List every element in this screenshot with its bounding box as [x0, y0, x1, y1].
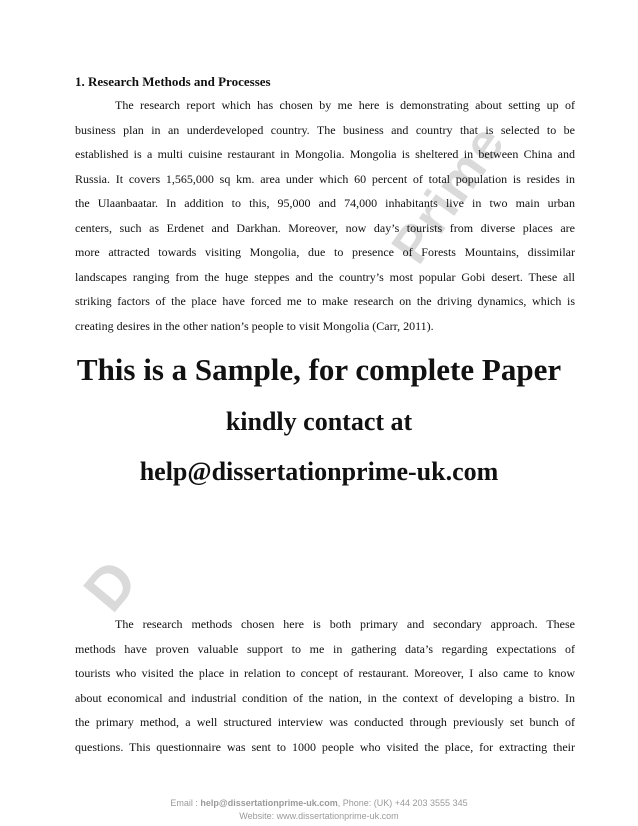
paragraph-line: The research report which has chosen by me here is demonstrating about setting up of [115, 98, 575, 112]
paragraph-line: centers, such as Erdenet and Darkhan. Moreover, now day’s tourists from diverse places are [75, 220, 575, 235]
footer-email-label: Email : [170, 798, 198, 808]
paragraph-research-intro [75, 93, 575, 338]
footer-website: Website: www.dissertationprime-uk.com [239, 811, 399, 821]
paragraph-line: creating desires in the other nation’s people to visit Mongolia (Carr, 2011). [75, 318, 434, 333]
sample-notice-line1: This is a Sample, for complete Paper [76, 352, 562, 387]
watermark-prime: Prime [380, 113, 517, 274]
sample-notice-email: help@dissertationprime-uk.com [139, 457, 499, 486]
paragraph-line: the Ulaanbaatar. In addition to this, 95,000 and 74,000 inhabitants live in two main urban [75, 196, 575, 210]
section-heading: 1. Research Methods and Processes [75, 74, 271, 89]
paragraph-line: methods have proven valuable support to me in gathering data’s regarding expectations of [75, 641, 575, 656]
footer-email: help@dissertationprime-uk.com [200, 798, 338, 808]
paragraph-line: tourists who visited the place in relation to concept of restaurant. Moreover, I also came to know [75, 666, 575, 680]
paragraph-research-methods [75, 612, 575, 759]
paragraph-line: The research methods chosen here is both primary and secondary approach. These [115, 617, 575, 631]
paragraph-line: Russia. It covers 1,565,000 sq km. area under which 60 percent of total population is resides in [75, 171, 575, 186]
paragraph-line: landscapes ranging from the huge steppes and the country’s most popular Gobi desert. These all [75, 269, 575, 284]
paragraph-line: established is a multi cuisine restaurant in Mongolia. Mongolia is sheltered in between China and [75, 147, 575, 161]
paragraph-line: questions. This questionnaire was sent to 1000 people who visited the place, for extracting their [75, 739, 575, 754]
sample-notice-line2: kindly contact at [225, 407, 413, 436]
footer-contact [0, 797, 638, 809]
watermark-d: D [70, 547, 150, 624]
paragraph-line: the primary method, a well structured interview was conducted through previously set bunch of [75, 715, 575, 729]
paragraph-line: business plan in an underdeveloped country. The business and country that is selected to be [75, 122, 575, 137]
footer-phone: , Phone: (UK) +44 203 3555 345 [337, 798, 468, 808]
paragraph-line: striking factors of the place have forced me to make research on the driving dynamics, which is [75, 294, 575, 308]
paragraph-line: about economical and industrial condition of the nation, in the context of developing a bistro. In [75, 690, 575, 705]
paragraph-line: more attracted towards visiting Mongolia, due to presence of Forests Mountains, dissimilar [75, 245, 575, 259]
